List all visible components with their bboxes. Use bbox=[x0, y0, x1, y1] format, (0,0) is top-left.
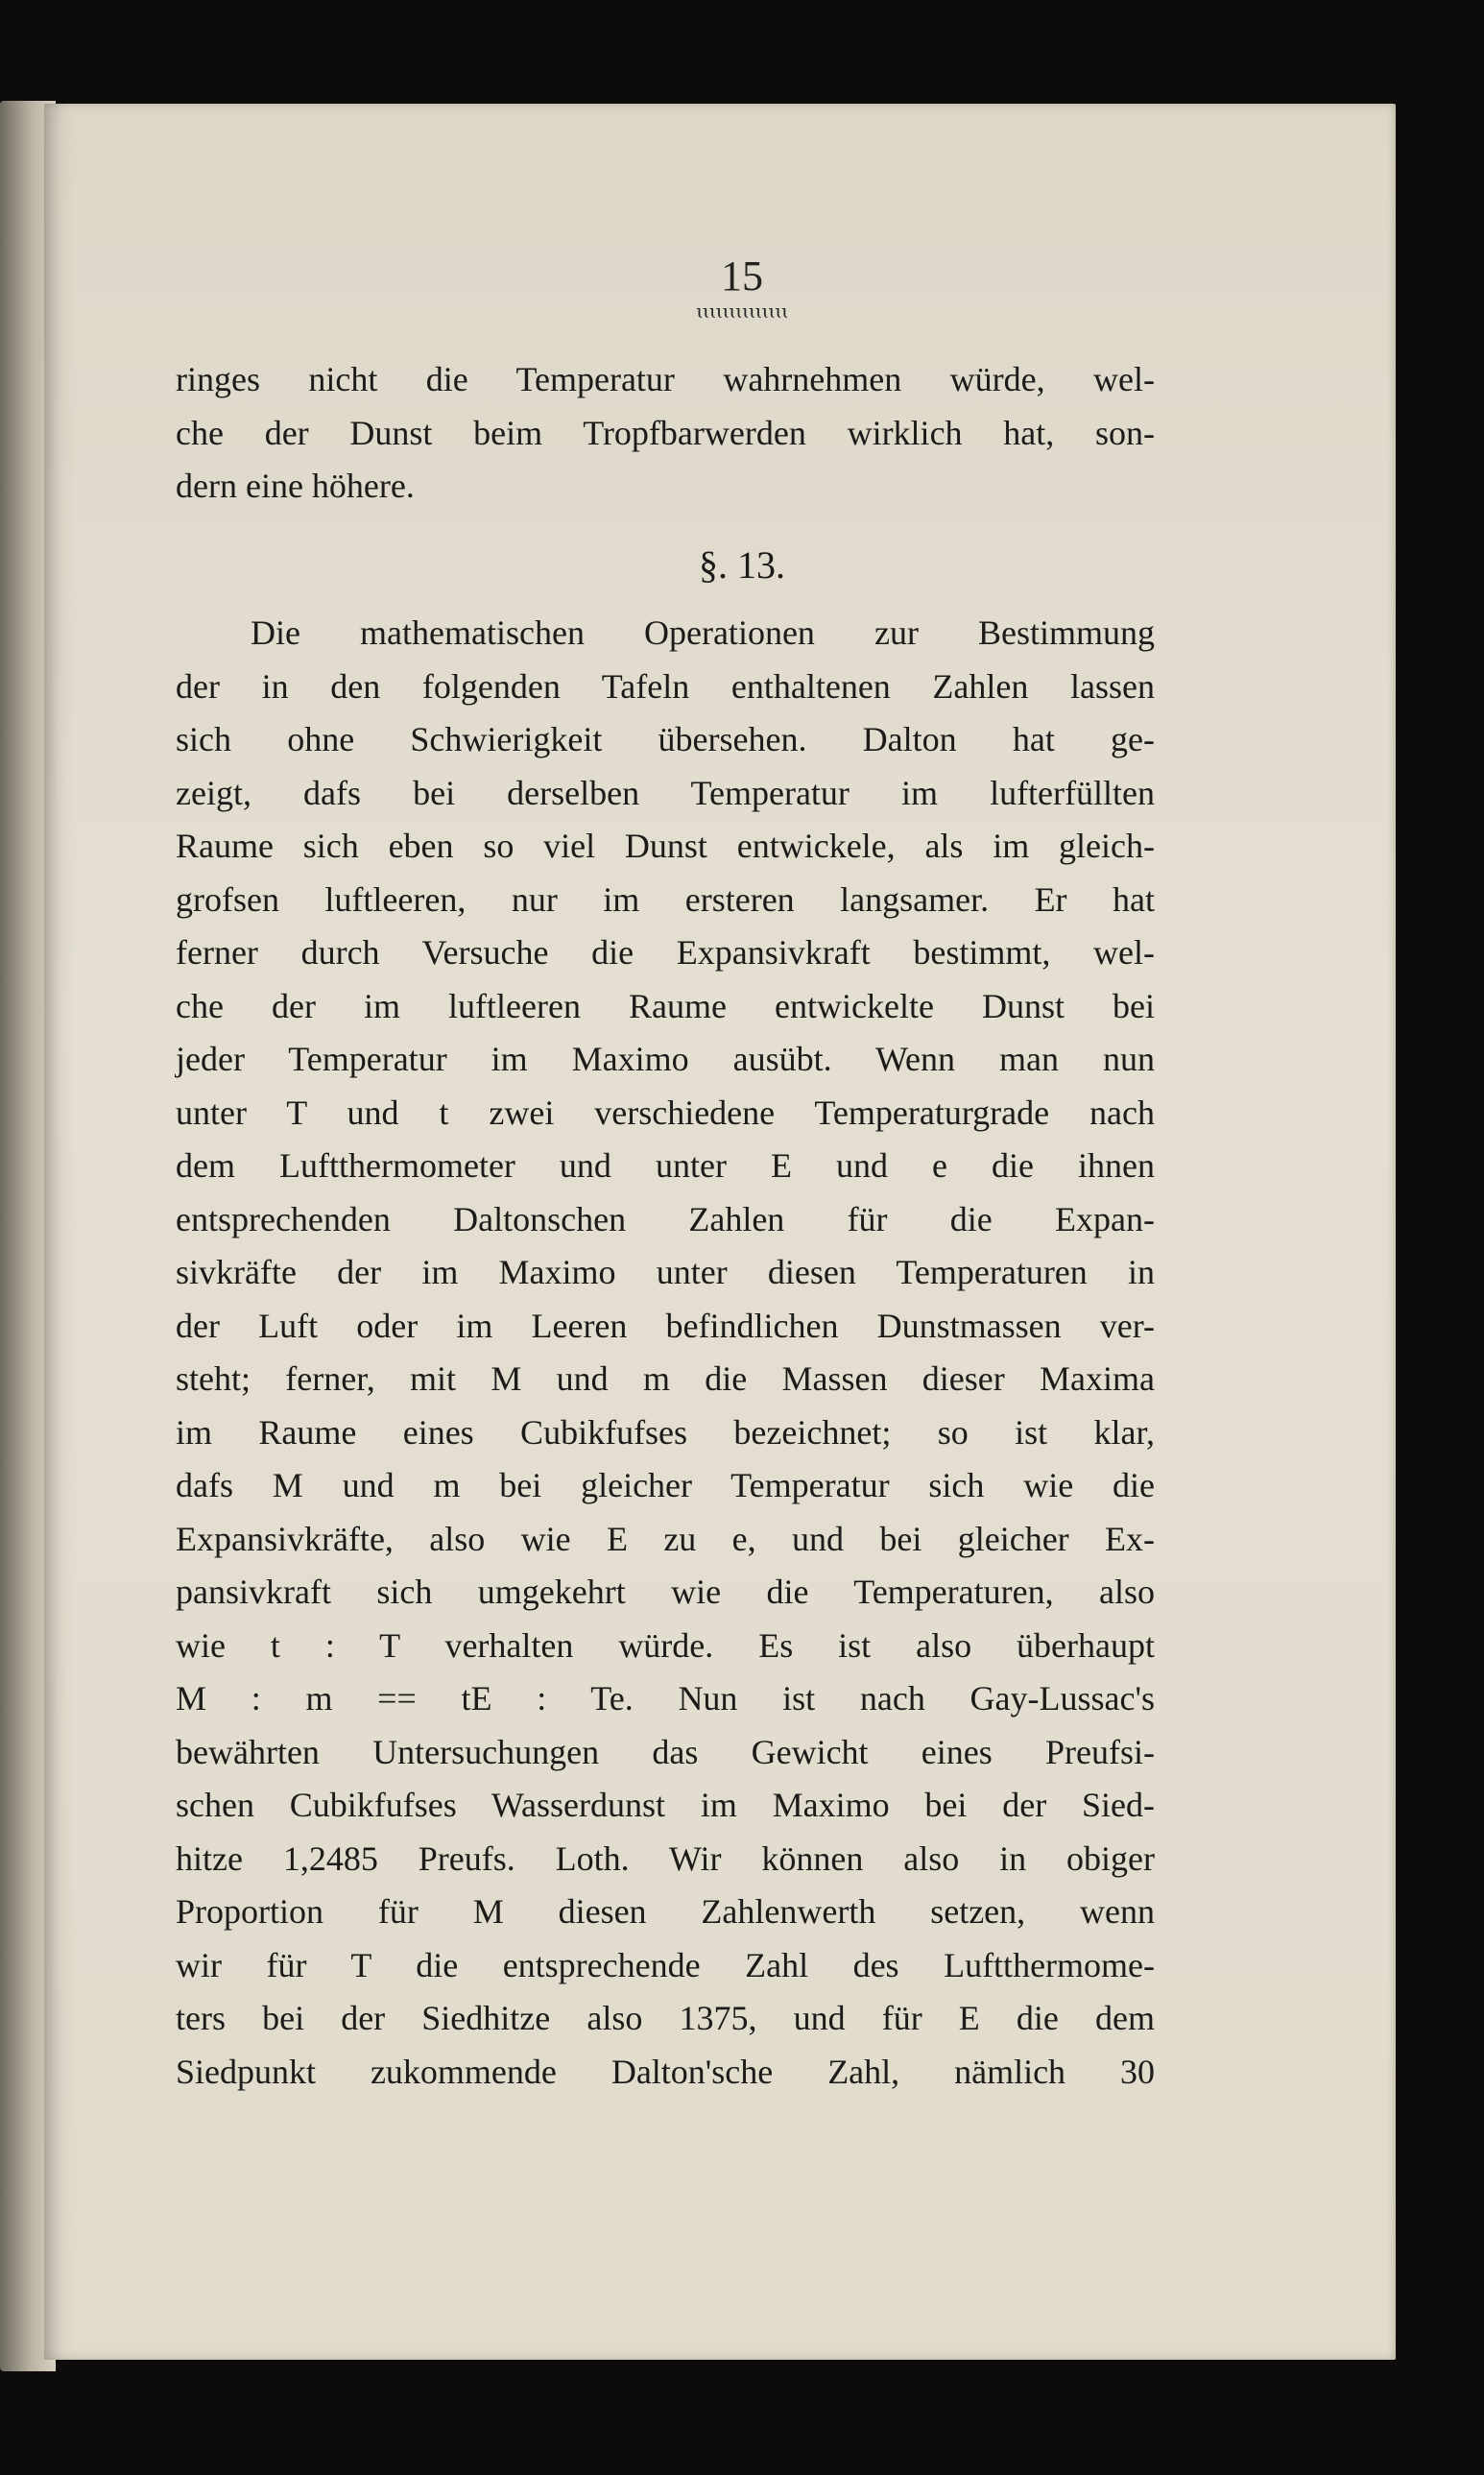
text-line: Siedpunkt zukommende Dalton'sche Zahl, nämlich 30 bbox=[176, 2052, 1155, 2091]
text-line: Raume sich eben so viel Dunst entwickele, als im gleich- bbox=[176, 827, 1155, 865]
text-line: M : m == tE : Te. Nun ist nach Gay-Lussac's bbox=[176, 1679, 1155, 1718]
section-paragraph bbox=[176, 607, 1155, 2099]
text-line: dem Luftthermometer und unter E und e die ihnen bbox=[176, 1146, 1155, 1185]
text-line: sivkräfte der im Maximo unter diesen Temperaturen in bbox=[176, 1253, 1155, 1291]
continued-paragraph bbox=[176, 353, 1155, 514]
text-line: der Luft oder im Leeren befindlichen Dunstmassen ver- bbox=[176, 1306, 1155, 1345]
text-line: che der Dunst beim Tropfbarwerden wirklich hat, son- bbox=[176, 413, 1155, 452]
text-line: hitze 1,2485 Preufs. Loth. Wir können also in obiger bbox=[176, 1838, 1155, 1878]
text-line: dafs M und m bei gleicher Temperatur sich wie die bbox=[176, 1466, 1155, 1504]
header-ornament: ɩɩɩɩɩɩɩɩɩɩɩɩɩɩ bbox=[696, 300, 788, 323]
text-line: sich ohne Schwierigkeit übersehen. Dalton hat ge- bbox=[176, 720, 1155, 758]
text-line: steht; ferner, mit M und m die Massen dieser Maxima bbox=[176, 1359, 1155, 1398]
text-line: schen Cubikfufses Wasserdunst im Maximo bei der Sied- bbox=[176, 1786, 1155, 1824]
text-line: dern eine höhere. bbox=[176, 467, 415, 505]
text-line: grofsen luftleeren, nur im ersteren langsamer. Er hat bbox=[176, 879, 1155, 919]
text-line: ringes nicht die Temperatur wahrnehmen würde, wel- bbox=[176, 360, 1155, 398]
page-number: 15 bbox=[721, 252, 763, 300]
text-line: wie t : T verhalten würde. Es ist also überhaupt bbox=[176, 1625, 1155, 1665]
text-line: entsprechenden Daltonschen Zahlen für die Expan- bbox=[176, 1199, 1155, 1238]
text-line: jeder Temperatur im Maximo ausübt. Wenn man nun bbox=[176, 1040, 1155, 1078]
text-line: unter T und t zwei verschiedene Temperaturgrade nach bbox=[176, 1093, 1155, 1132]
text-line: ters bei der Siedhitze also 1375, und für E die dem bbox=[176, 1999, 1155, 2037]
text-line: pansivkraft sich umgekehrt wie die Temperaturen, also bbox=[176, 1573, 1155, 1611]
text-line: che der im luftleeren Raume entwickelte Dunst bei bbox=[176, 986, 1155, 1025]
text-line: bewährten Untersuchungen das Gewicht eines Preufsi- bbox=[176, 1732, 1155, 1771]
text-line: ferner durch Versuche die Expansivkraft bestimmt, wel- bbox=[176, 933, 1155, 972]
text-line: Die mathematischen Operationen zur Bestimmung bbox=[251, 613, 1155, 652]
section-heading: §. 13. bbox=[699, 543, 785, 587]
text-line: wir für T die entsprechende Zahl des Luftthermome- bbox=[176, 1945, 1155, 1984]
text-line: zeigt, dafs bei derselben Temperatur im lufterfüllten bbox=[176, 773, 1155, 812]
text-line: Proportion für M diesen Zahlenwerth setzen, wenn bbox=[176, 1892, 1155, 1931]
text-line: der in den folgenden Tafeln enthaltenen Zahlen lassen bbox=[176, 666, 1155, 706]
text-line: Expansivkräfte, also wie E zu e, und bei gleicher Ex- bbox=[176, 1519, 1155, 1558]
text-line: im Raume eines Cubikfufses bezeichnet; so ist klar, bbox=[176, 1412, 1155, 1452]
